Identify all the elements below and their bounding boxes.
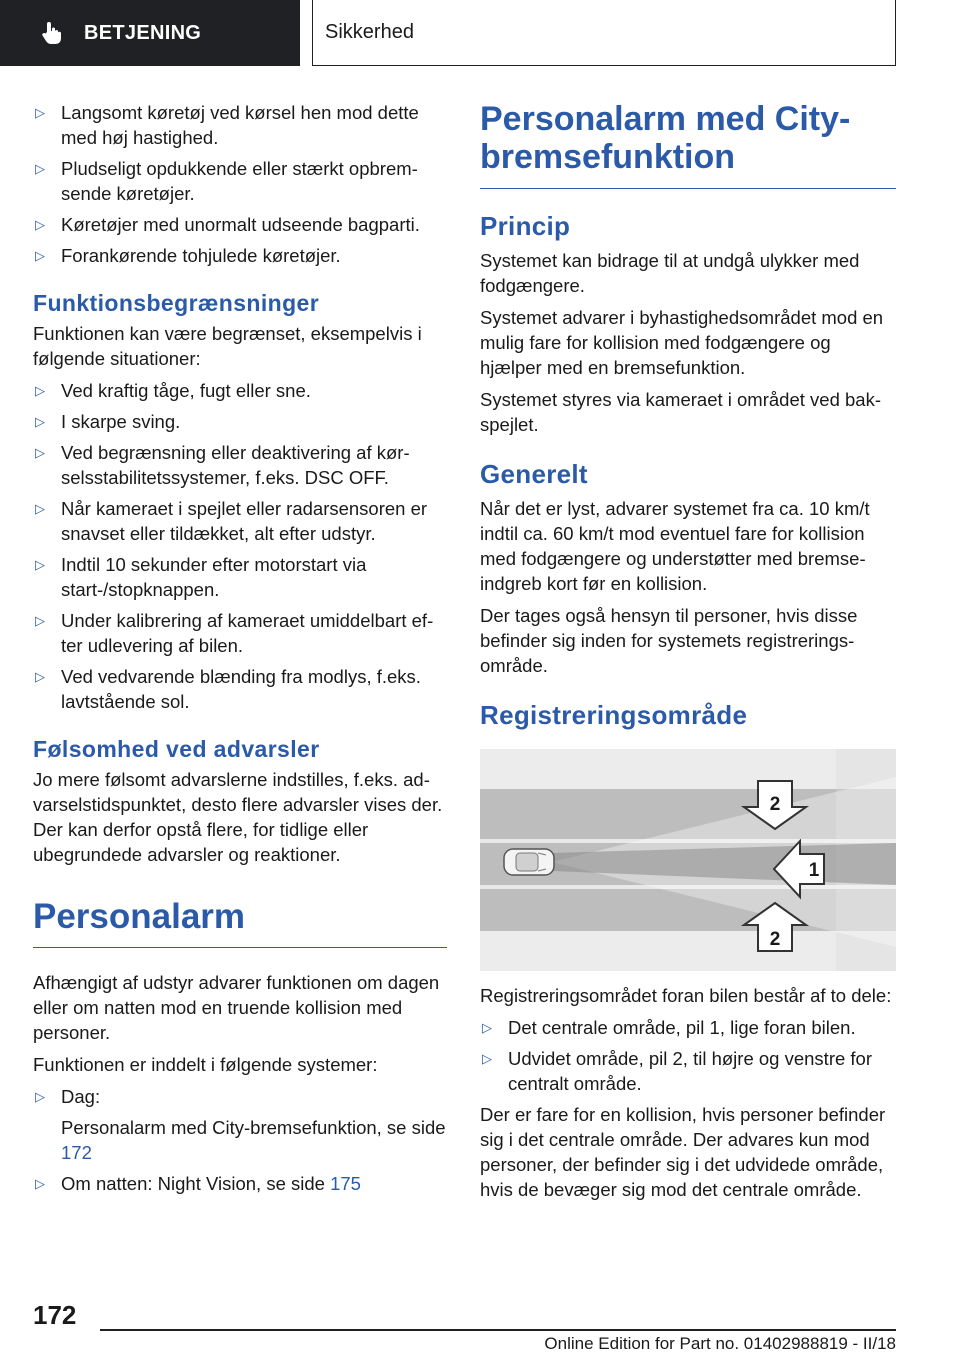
car-icon: [504, 849, 554, 875]
limits-text: Funktionen kan være begrænset, eksempelvis i følgende situationer:: [33, 323, 422, 369]
list-item: [33, 1084, 447, 1165]
personalarm-heading: Personalarm: [33, 897, 447, 948]
list-item: ▷ I skarpe sving.: [35, 411, 181, 432]
list-item: ▷ Forankørende tohjulede køretøjer.: [35, 245, 341, 266]
limits-heading: Funktionsbegrænsninger: [33, 290, 320, 316]
principle-paragraph-2: Systemet advarer i byhastighedsområdet mod en mulig fare for kollision med fodgængere og hjælper med en bremsefunktion.: [480, 307, 884, 378]
list-item: ▷ Det centrale område, pil 1, lige foran bilen.: [482, 1017, 856, 1038]
day-description: Personalarm med City-bremsefunktion, se side 172: [61, 1117, 446, 1163]
principle-paragraph-3: Systemet styres via kameraet i området ved bakspejlet.: [480, 389, 881, 435]
triangle-bullet-icon: ▷: [35, 414, 45, 429]
triangle-bullet-icon: ▷: [35, 669, 45, 684]
triangle-bullet-icon: ▷: [35, 1176, 45, 1191]
page-link-175[interactable]: 175: [330, 1173, 361, 1194]
hand-pointer-icon: [38, 19, 66, 47]
personalarm-text-1: Afhængigt af udstyr advarer funktionen om dagen eller om natten mod en truende kollision med personer.: [33, 972, 440, 1043]
intro-bullet-list: [33, 100, 447, 268]
page-link-172[interactable]: 172: [61, 1142, 92, 1163]
left-column: [33, 100, 447, 1202]
area-paragraph-2: Der er fare for en kollision, hvis personer befinder sig i det centrale område. Der advares kun mod personer, der befinder sig i det udvidede område, hvis de bevæger sig mod det centrale område.: [480, 1104, 886, 1200]
triangle-bullet-icon: ▷: [35, 105, 45, 120]
limits-bullet-list: [33, 378, 447, 714]
area-bullet-list: [480, 1015, 896, 1096]
list-item: ▷ Indtil 10 sekunder efter motorstart via start-/stopknappen.: [35, 554, 367, 600]
list-item: ▷ Om natten: Night Vision, se side 175: [35, 1173, 361, 1194]
list-item: ▷ Ved vedvarende blænding fra modlys, f.eks. lavtstående sol.: [35, 666, 421, 712]
general-paragraph-1: Når det er lyst, advarer systemet fra ca. 10 km/t indtil ca. 60 km/t mod eventuel fare for kollision med fodgængere og understøtter med bremseindgreb kort før en kollision.: [480, 498, 870, 594]
triangle-bullet-icon: ▷: [35, 613, 45, 628]
arrow-top-label: 2: [769, 794, 781, 815]
header-section-tab: [0, 0, 300, 66]
systems-bullet-list: [33, 1084, 447, 1196]
arrow-center-label: 1: [808, 860, 820, 881]
right-column: [480, 100, 896, 1209]
edition-note: Online Edition for Part no. 01402988819 - II/18: [544, 1334, 896, 1353]
triangle-bullet-icon: ▷: [35, 557, 45, 572]
sensitivity-heading: Følsomhed ved advarsler: [33, 736, 320, 762]
triangle-bullet-icon: ▷: [35, 217, 45, 232]
list-item: ▷ Når kameraet i spejlet eller radarsensoren er snavset eller tildækket, alt efter udstyr.: [35, 498, 428, 544]
general-heading: Generelt: [480, 459, 588, 489]
list-item: ▷ Under kalibrering af kameraet umiddelbart efter udlevering af bilen.: [35, 610, 434, 656]
triangle-bullet-icon: ▷: [35, 501, 45, 516]
list-item: ▷ Køretøjer med unormalt udseende bagparti.: [35, 214, 420, 235]
list-item: ▷ Ved begrænsning eller deaktivering af kørselsstabilitetssystemer, f.eks. DSC OFF.: [35, 442, 410, 488]
general-paragraph-2: Der tages også hensyn til personer, hvis disse befinder sig inden for systemets registreringsområde.: [480, 605, 858, 676]
chapter-title: Sikkerhed: [325, 21, 414, 43]
area-heading: Registreringsområde: [480, 700, 748, 730]
triangle-bullet-icon: ▷: [35, 248, 45, 263]
day-label: Dag:: [61, 1086, 101, 1107]
triangle-bullet-icon: ▷: [35, 161, 45, 176]
triangle-bullet-icon: ▷: [482, 1020, 492, 1035]
list-item: ▷ Langsomt køretøj ved kørsel hen mod dette med høj hastighed.: [35, 102, 419, 148]
personalarm-text-2: Funktionen er inddelt i følgende systemer:: [33, 1054, 378, 1075]
triangle-bullet-icon: ▷: [35, 1089, 45, 1104]
detection-area-figure: [480, 749, 896, 971]
list-item: ▷ Udvidet område, pil 2, til højre og venstre for centralt område.: [482, 1048, 872, 1094]
principle-heading: Princip: [480, 211, 571, 241]
list-item: ▷ Ved kraftig tåge, fugt eller sne.: [35, 380, 311, 401]
footer-divider: [100, 1329, 896, 1331]
page-number: 172: [33, 1300, 77, 1330]
arrow-bottom-label: 2: [769, 929, 781, 950]
triangle-bullet-icon: ▷: [35, 383, 45, 398]
triangle-bullet-icon: ▷: [35, 445, 45, 460]
area-paragraph-1: Registreringsområdet foran bilen består af to dele:: [480, 985, 892, 1006]
triangle-bullet-icon: ▷: [482, 1051, 492, 1066]
main-heading: Personalarm med City-bremsefunktion: [480, 100, 896, 189]
header-chapter-tab: [312, 0, 896, 66]
section-title: BETJENING: [84, 21, 202, 44]
list-item: ▷ Pludseligt opdukkende eller stærkt opbremsende køretøjer.: [35, 158, 418, 204]
principle-paragraph-1: Systemet kan bidrage til at undgå ulykker med fodgængere.: [480, 250, 860, 296]
sensitivity-text: Jo mere følsomt advarslerne indstilles, f.eks. advarselstidspunktet, desto flere advarsler vises der. Der kan derfor opstå flere, for tidlige eller ubegrundede advarsler og reaktioner.: [33, 769, 443, 865]
